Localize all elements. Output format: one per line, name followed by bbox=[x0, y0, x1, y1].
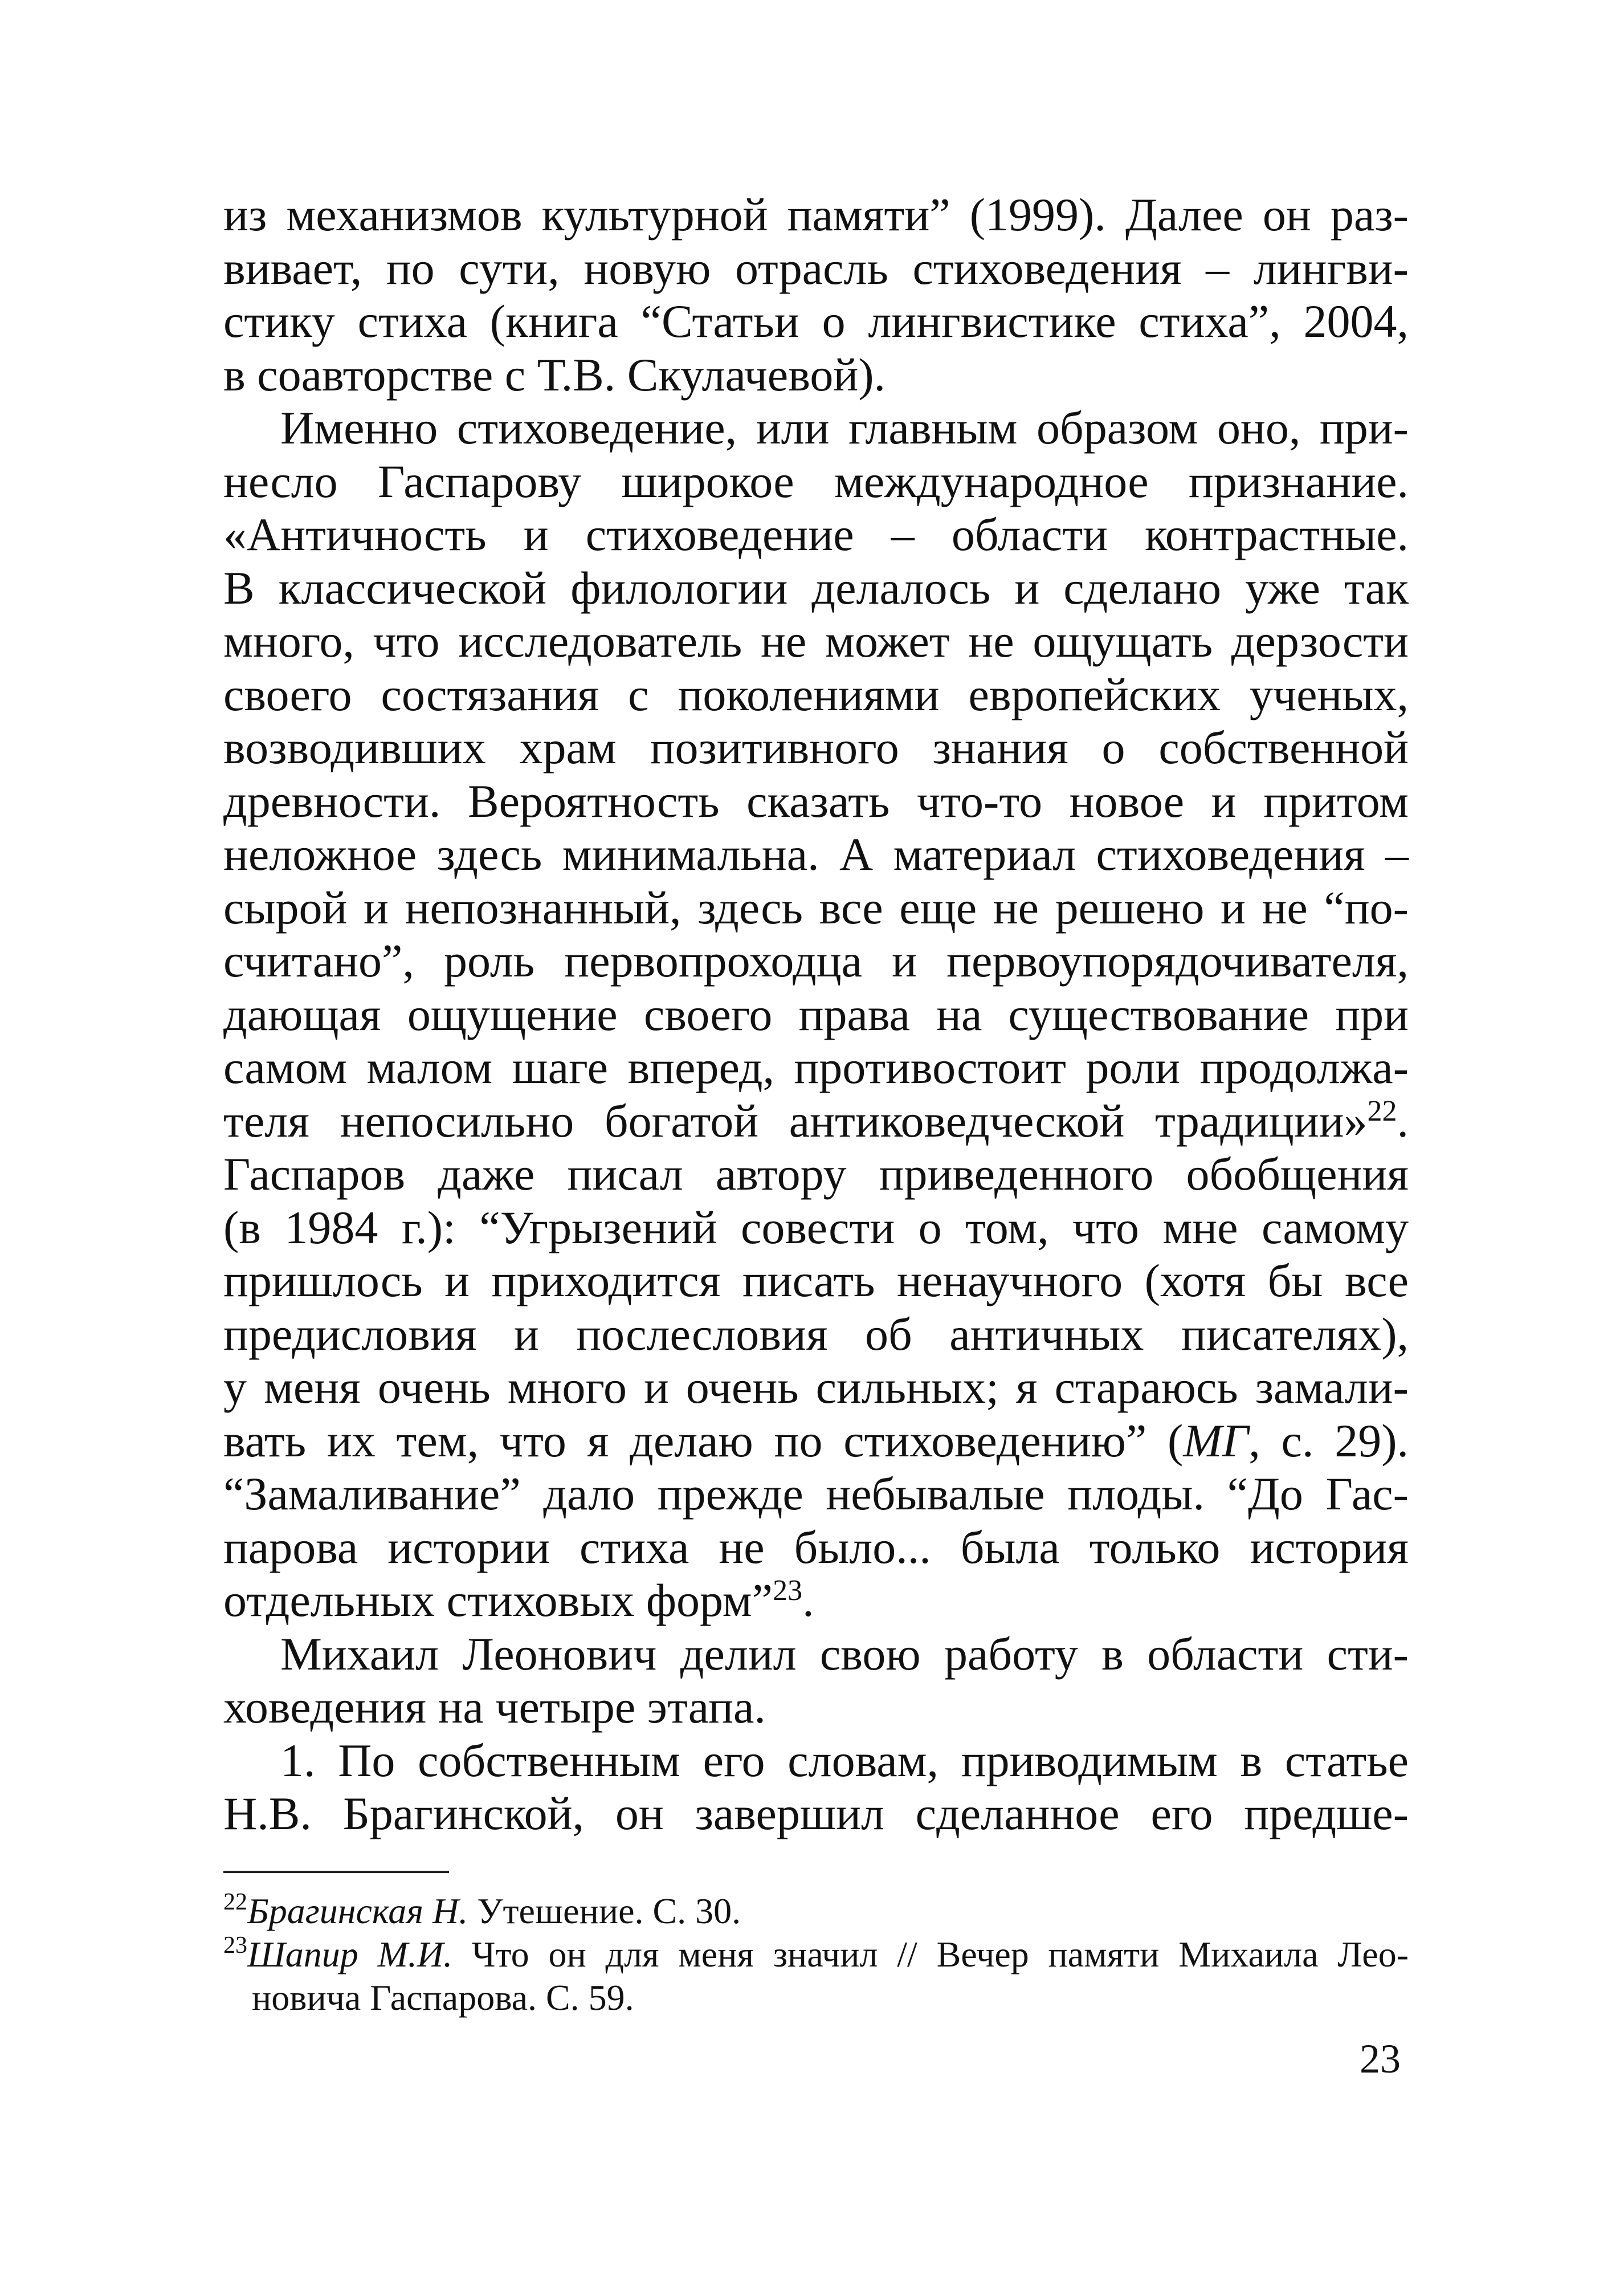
text-line: в соавторстве с Т.В. Скулачевой). bbox=[223, 348, 886, 401]
text-line: древности. Вероятность сказать что-то новое и притом bbox=[223, 775, 1409, 827]
text-line: своего состязания с поколениями европейских ученых, bbox=[223, 668, 1409, 720]
text-line-content: отдельных стиховых форм” bbox=[223, 1574, 773, 1626]
text-line: пришлось и приходится писать ненаучного (хотя бы все bbox=[223, 1255, 1409, 1306]
text-line: (в 1984 г.): “Угрызений совести о том, что мне самому bbox=[223, 1201, 1409, 1253]
text-line: Н.В. Брагинской, он завершил сделанное его предше- bbox=[223, 1788, 1409, 1839]
footnote-text: Утешение. С. 30. bbox=[468, 1891, 741, 1931]
text-line: Именно стиховедение, или главным образом оно, при- bbox=[280, 402, 1409, 454]
footnote-author: Брагинская Н. bbox=[247, 1891, 468, 1931]
text-line: считано”, роль первопроходца и первоупорядочивателя, bbox=[223, 935, 1409, 987]
text-line-content: вать их тем, что я делаю по стиховедению” ( bbox=[223, 1414, 1184, 1467]
text-line: дающая ощущение своего права на существование при bbox=[223, 988, 1409, 1040]
text-line: “Замаливание” дало прежде небывалые плоды. “До Гас- bbox=[223, 1468, 1409, 1520]
text-line: возводивших храм позитивного знания о собственной bbox=[223, 722, 1409, 773]
footnote-mark: 23 bbox=[223, 1932, 247, 1959]
text-line: много, что исследователь не может не ощущать дерзости bbox=[223, 615, 1409, 667]
source-abbreviation: МГ bbox=[1183, 1414, 1249, 1467]
text-line: несло Гаспарову широкое международное признание. bbox=[223, 455, 1409, 507]
footnote-22 bbox=[223, 1890, 1409, 1933]
text-line: сырой и непознанный, здесь все еще не решено и не “по- bbox=[223, 881, 1409, 934]
footnote-23 bbox=[223, 1933, 1409, 1976]
text-line: ховедения на четыре этапа. bbox=[223, 1681, 766, 1733]
text-line: самом малом шаге вперед, противостоит роли продолжа- bbox=[223, 1041, 1409, 1093]
text-line: предисловия и послесловия об античных писателях), bbox=[223, 1308, 1409, 1360]
footnote-author: Шапир М.И. bbox=[247, 1934, 453, 1974]
footnote-mark: 22 bbox=[223, 1889, 247, 1915]
footnote-ref-23[interactable]: 23 bbox=[773, 1574, 803, 1607]
text-line: 1. По собственным его словам, приводимым в статье bbox=[280, 1734, 1409, 1786]
text-line bbox=[223, 1574, 1409, 1627]
text-line: парова истории стиха не было... была только история bbox=[223, 1521, 1409, 1573]
text-line: стику стиха (книга “Статьи о лингвистике стиха”, 2004, bbox=[223, 295, 1409, 347]
text-line: «Античность и стиховедение – области контрастные. bbox=[223, 508, 1409, 560]
text-line: Михаил Леонович делил свою работу в области сти- bbox=[280, 1627, 1409, 1680]
page-number: 23 bbox=[1360, 2036, 1401, 2082]
text-line: из механизмов культурной памяти” (1999). Далее он раз- bbox=[223, 189, 1409, 241]
text-line: Гаспаров даже писал автору приведенного обобщения bbox=[223, 1148, 1409, 1200]
text-line: В классической филологии делалось и сделано уже так bbox=[223, 561, 1409, 614]
text-line-content: теля непосильно богатой антиковедческой традиции» bbox=[223, 1094, 1368, 1147]
main-text bbox=[223, 188, 1409, 1841]
footnote-text: Что он для меня значил // Вечер памяти Михаила Лео- bbox=[452, 1934, 1409, 1974]
text-line: вивает, по сути, новую отрасль стиховедения – лингви- bbox=[223, 242, 1409, 294]
text-line bbox=[223, 1094, 1409, 1148]
text-line: неложное здесь минимальна. А материал стиховедения – bbox=[223, 828, 1409, 880]
text-line-tail: . bbox=[802, 1574, 814, 1626]
footnotes bbox=[223, 1890, 1409, 2020]
footnote-divider bbox=[223, 1871, 449, 1873]
text-line-tail: , с. 29). bbox=[1248, 1414, 1409, 1467]
text-line bbox=[223, 1414, 1409, 1468]
footnote-ref-22[interactable]: 22 bbox=[1367, 1094, 1397, 1127]
footnote-23-continuation: новича Гаспарова. С. 59. bbox=[252, 1977, 634, 2018]
text-line: у меня очень много и очень сильных; я стараюсь замали- bbox=[223, 1361, 1409, 1413]
text-line-tail: . bbox=[1397, 1094, 1409, 1147]
